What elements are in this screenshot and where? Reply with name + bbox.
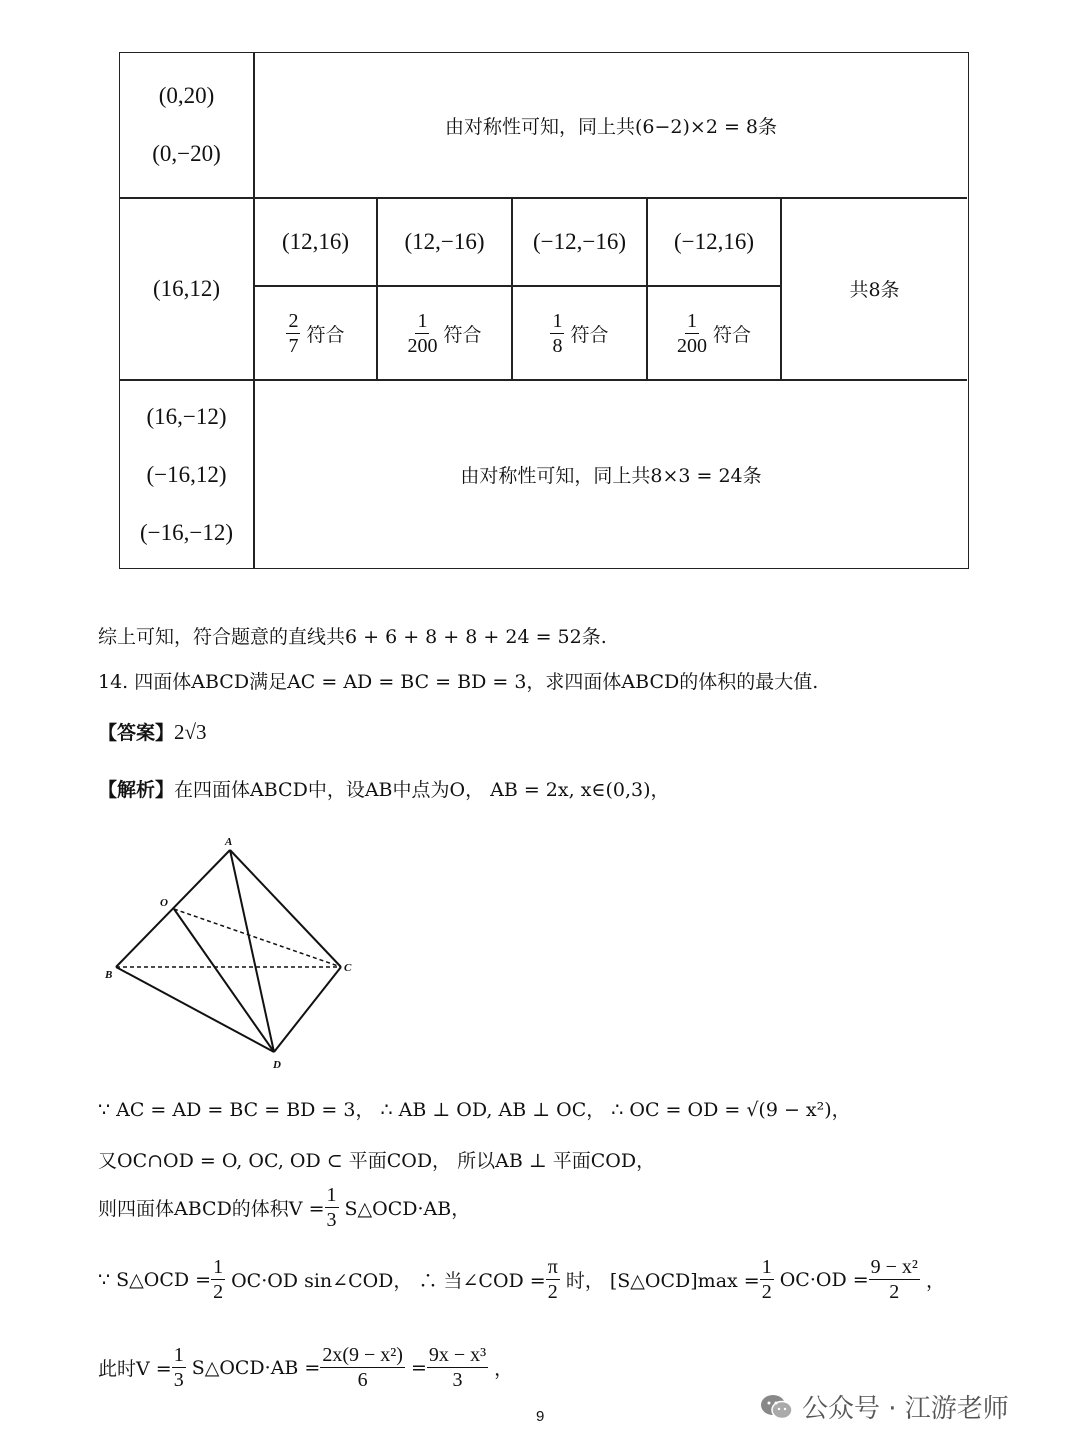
label-c: C bbox=[344, 962, 352, 974]
numerator: 1 bbox=[173, 1344, 184, 1366]
denominator: 2 bbox=[889, 1281, 900, 1303]
summary-line: 综上可知，符合题意的直线共6 + 6 + 8 + 8 + 24 = 52条. bbox=[98, 626, 607, 648]
denominator: 3 bbox=[173, 1369, 184, 1391]
numerator: 1 bbox=[761, 1256, 772, 1278]
watermark bbox=[760, 1388, 1009, 1425]
numerator: 2 bbox=[288, 309, 299, 332]
text: S△OCD·AB = bbox=[191, 1356, 321, 1379]
denominator: 2 bbox=[213, 1281, 224, 1303]
text: 此时V = bbox=[98, 1358, 172, 1380]
row2-total: 共8条 bbox=[849, 279, 900, 301]
fraction-cell bbox=[648, 287, 780, 379]
row1-points bbox=[120, 53, 253, 197]
answer-value: 2√3 bbox=[174, 720, 207, 744]
row3-points bbox=[120, 381, 253, 568]
fraction-cell bbox=[255, 287, 376, 379]
denominator: 200 bbox=[676, 334, 707, 357]
solution-line-4: ∵ S△OCD = $\frac{1}{2}$ OC·OD sin∠COD， ∴ 当∠COD = $\frac{\pi}{2}$ 时， [S△OCD]max = $\frac{1}{2}$ OC·OD = $\frac{\text{9 − x²}}{2}$ ， bbox=[98, 1256, 945, 1303]
denominator: 200 bbox=[407, 334, 438, 357]
point: (0,20) bbox=[158, 83, 215, 108]
solution-line-3 bbox=[98, 1183, 470, 1232]
wechat-icon bbox=[760, 1393, 794, 1421]
point: (0,−20) bbox=[152, 141, 221, 166]
numerator: 2x(9 − x²) bbox=[322, 1344, 403, 1366]
denominator: 6 bbox=[357, 1369, 368, 1391]
fit-label: 符合 bbox=[570, 323, 609, 346]
denominator: 8 bbox=[552, 334, 563, 357]
question-14: 14. 四面体ABCD满足AC = AD = BC = BD = 3，求四面体ABCD的体积的最大值. bbox=[98, 671, 819, 693]
denominator: 3 bbox=[326, 1209, 337, 1231]
numerator: 1 bbox=[686, 309, 697, 332]
result-table bbox=[119, 52, 969, 569]
numerator: 9x − x³ bbox=[428, 1344, 487, 1366]
denominator: 2 bbox=[547, 1281, 558, 1303]
label-a: A bbox=[225, 836, 233, 848]
numerator: 9 − x² bbox=[870, 1256, 918, 1278]
fit-label: 符合 bbox=[443, 323, 482, 346]
denominator: 7 bbox=[288, 334, 299, 357]
row3-text: 由对称性可知，同上共8×3 = 24条 bbox=[460, 465, 762, 487]
numerator: 1 bbox=[552, 309, 563, 332]
watermark-text: 公众号 · 江游老师 bbox=[802, 1394, 1009, 1424]
numerator: π bbox=[547, 1256, 558, 1278]
fraction-cell bbox=[513, 287, 646, 379]
solution-line-5: 此时V = $\frac{1}{3}$ S△OCD·AB = $\frac{\text{2x(9 − x²)}}{6}$ = $\frac{\text{9x − x³}}{3}$ ， bbox=[98, 1344, 514, 1391]
answer-line bbox=[98, 718, 207, 745]
subpoint: (−12,−16) bbox=[532, 228, 626, 254]
fit-label: 符合 bbox=[712, 323, 751, 346]
analysis-label: 【解析】 bbox=[98, 779, 175, 801]
subpoint: (12,16) bbox=[281, 228, 350, 254]
text: OC·OD sin∠COD， ∴ 当∠COD = bbox=[231, 1270, 546, 1292]
text: S△OCD·AB， bbox=[344, 1198, 471, 1220]
subpoint: (−12,16) bbox=[673, 228, 755, 254]
tetrahedron-figure bbox=[98, 830, 368, 1075]
page-number: 9 bbox=[536, 1408, 545, 1425]
solution-line-1: ∵ AC = AD = BC = BD = 3， ∴ AB ⊥ OD, AB ⊥ OC， ∴ OC = OD = √(9 − x²)， bbox=[98, 1099, 851, 1121]
numerator: 1 bbox=[213, 1256, 224, 1278]
denominator: 3 bbox=[452, 1369, 463, 1391]
text: OC·OD = bbox=[779, 1268, 869, 1291]
text: 时， [S△OCD]max = bbox=[565, 1270, 760, 1292]
fraction-cell bbox=[378, 287, 511, 379]
numerator: 1 bbox=[326, 1184, 337, 1206]
label-o: O bbox=[160, 897, 168, 909]
point: (−16,−12) bbox=[139, 519, 233, 545]
analysis-line bbox=[98, 775, 670, 802]
point: (−16,12) bbox=[146, 461, 227, 487]
answer-label: 【答案】 bbox=[98, 722, 175, 744]
row1-text: 由对称性可知，同上共(6−2)×2 = 8条 bbox=[444, 115, 778, 138]
solution-line-2: 又OC∩OD = O, OC, OD ⊂ 平面COD， 所以AB ⊥ 平面COD， bbox=[98, 1150, 656, 1172]
analysis-text: 在四面体ABCD中，设AB中点为O， AB = 2x, x∈(0,3)， bbox=[174, 779, 670, 801]
fit-label: 符合 bbox=[306, 323, 345, 346]
label-d: D bbox=[273, 1059, 281, 1071]
point: (16,−12) bbox=[146, 403, 227, 429]
label-b: B bbox=[105, 969, 113, 981]
subpoint: (12,−16) bbox=[404, 228, 485, 254]
denominator: 2 bbox=[761, 1281, 772, 1303]
numerator: 1 bbox=[417, 309, 428, 332]
text: ∵ S△OCD = bbox=[98, 1268, 212, 1291]
row2-point: (16,12) bbox=[152, 275, 221, 301]
text: 则四面体ABCD的体积V = bbox=[98, 1198, 325, 1220]
